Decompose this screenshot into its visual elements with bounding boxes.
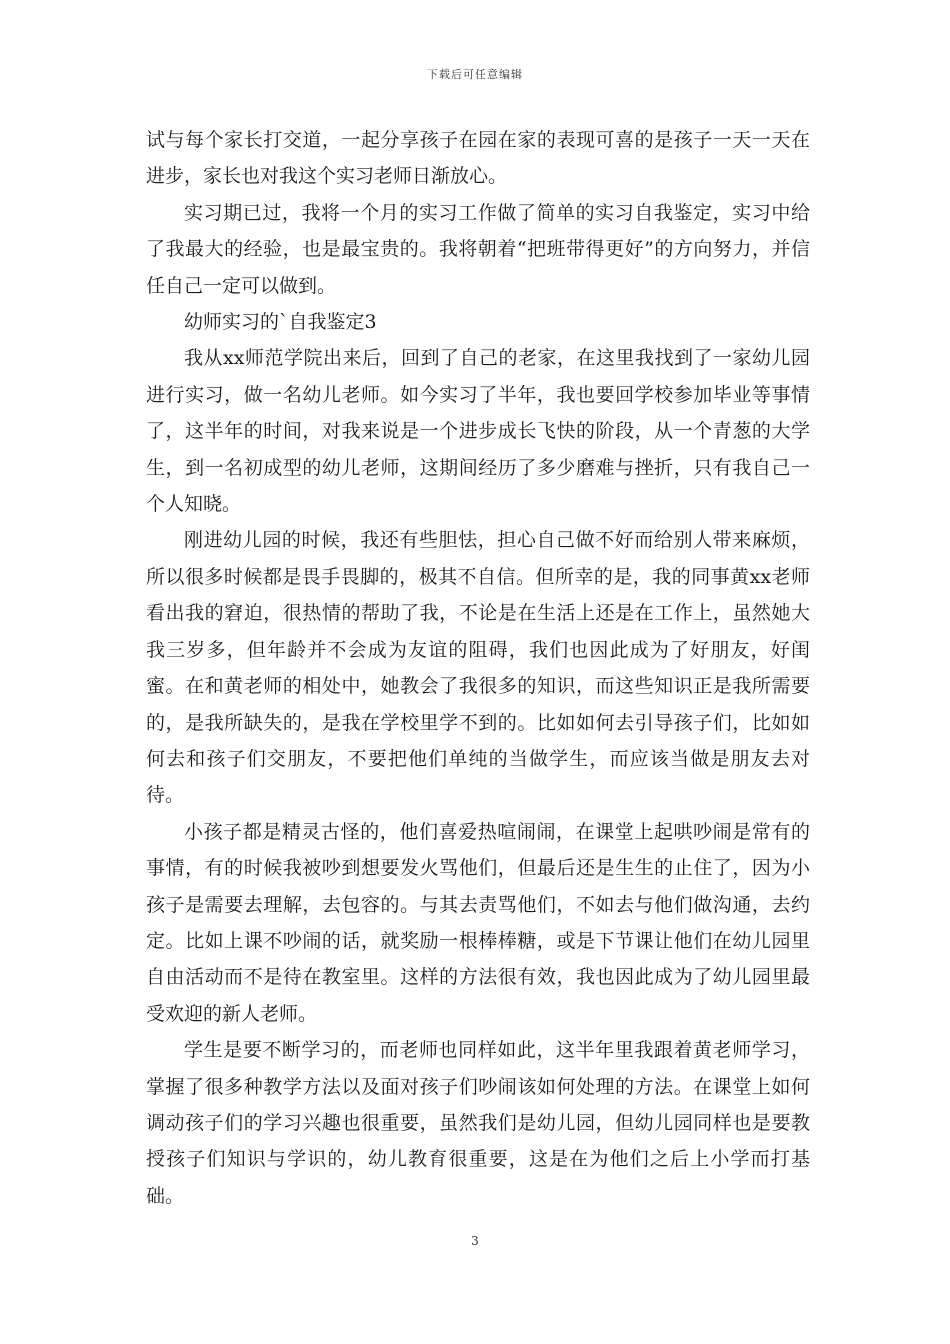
paragraph: 我从xx师范学院出来后，回到了自己的老家，在这里我找到了一家幼儿园进行实习，做一名幼儿老师。如今实习了半年，我也要回学校参加毕业等事情了，这半年的时间，对我来说是一个进步成长飞快的阶段，从一个青葱的大学生，到一名初成型的幼儿老师，这期间经历了多少磨难与挫折，只有我自己一个人知晓。 xyxy=(146,347,810,516)
section-heading: 幼师实习的`自我鉴定3 xyxy=(184,311,377,334)
page-header: 下载后可任意编辑 xyxy=(427,68,523,81)
paragraph: 试与每个家长打交道，一起分享孩子在园在家的表现可喜的是孩子一天一天在进步，家长也对我这个实习老师日渐放心。 xyxy=(146,129,810,188)
paragraph: 学生是要不断学习的，而老师也同样如此，这半年里我跟着黄老师学习，掌握了很多种教学方法以及面对孩子们吵闹该如何处理的方法。在课堂上如何调动孩子们的学习兴趣也很重要，虽然我们是幼儿园，但幼儿园同样也是要教授孩子们知识与学识的，幼儿教育很重要，这是在为他们之后上小学而打基础。 xyxy=(146,1039,810,1207)
paragraph: 刚进幼儿园的时候，我还有些胆怯，担心自己做不好而给别人带来麻烦，所以很多时候都是畏手畏脚的，极其不自信。但所幸的是，我的同事黄xx老师看出我的窘迫，很热情的帮助了我，不论是在生活上还是在工作上，虽然她大我三岁多，但年龄并不会成为友谊的阻碍，我们也因此成为了好朋友，好闺蜜。在和黄老师的相处中，她教会了我很多的知识，而这些知识正是我所需要的，是我所缺失的，是我在学校里学不到的。比如如何去引导孩子们，比如如何去和孩子们交朋友，不要把他们单纯的当做学生，而应该当做是朋友去对待。 xyxy=(146,529,810,807)
document-body xyxy=(146,122,810,1214)
page-number: 3 xyxy=(471,1234,479,1248)
paragraph: 实习期已过，我将一个月的实习工作做了简单的实习自我鉴定，实习中给了我最大的经验，也是最宝贵的。我将朝着“把班带得更好”的方向努力，并信任自己一定可以做到。 xyxy=(146,201,810,297)
paragraph: 小孩子都是精灵古怪的，他们喜爱热喧闹闹，在课堂上起哄吵闹是常有的事情，有的时候我被吵到想要发火骂他们，但最后还是生生的止住了，因为小孩子是需要去理解，去包容的。与其去责骂他们，不如去与他们做沟通，去约定。比如上课不吵闹的话，就奖励一根棒棒糖，或是下节课让他们在幼儿园里自由活动而不是待在教室里。这样的方法很有效，我也因此成为了幼儿园里最受欢迎的新人老师。 xyxy=(146,820,810,1025)
